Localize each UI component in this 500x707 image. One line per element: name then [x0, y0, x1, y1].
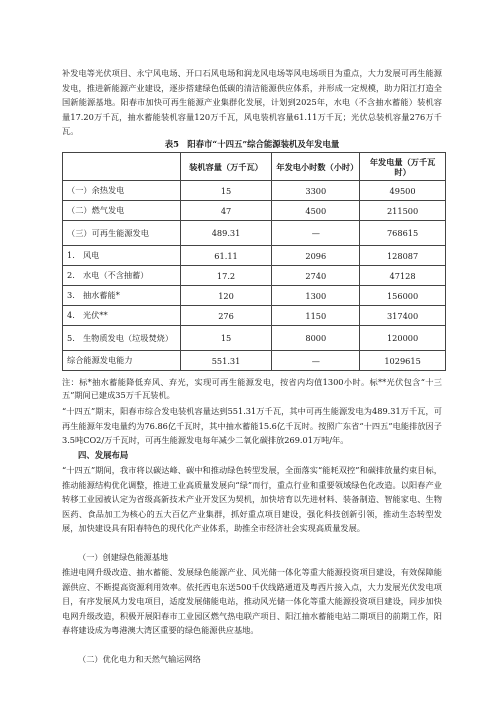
- table-row-total: [63, 351, 446, 371]
- row-hours: 8000: [272, 326, 360, 351]
- table-header-cell: 年发电小时数（小时）: [272, 153, 360, 181]
- table-row: [63, 246, 446, 266]
- subsection-title: （一）创建绿色能源基地: [78, 552, 169, 562]
- row-name: 1. 风电: [63, 246, 181, 266]
- intro-paragraph: 补发电等光伏项目、永宁风电场、开口石风电场和润龙风电场等风电场项目为重点，大力发展可再生能源发电，推进新能源产业建设，逐步搭建绿色低碳的清洁能源供应体系，并形成一定规模，助力阳江打造全国新能源基地。阳春市加快可再生能源产业集群化发展，计划到2025年，水电（不含抽水蓄能）装机容量17.20万千瓦，抽水蓄能装机容量120万千瓦，风电装机容量61.11万千瓦；光伏总装机容量276万千瓦。: [62, 68, 442, 137]
- subsection-title: （二）优化电力和天然气输运网络: [78, 654, 201, 664]
- row-name: 2. 水电（不含抽蓄）: [63, 266, 181, 286]
- row-capacity: 47: [180, 201, 272, 221]
- table-header-cell: 装机容量（万千瓦）: [180, 153, 272, 181]
- row-capacity: 489.31: [180, 221, 272, 246]
- table-row: [63, 221, 446, 246]
- row-capacity: 61.11: [180, 246, 272, 266]
- row-name: （二）燃气发电: [63, 201, 181, 221]
- row-output: 1029615: [360, 351, 446, 371]
- table-row: [63, 326, 446, 351]
- row-hours: 4500: [272, 201, 360, 221]
- row-capacity: 15: [180, 326, 272, 351]
- row-name: （一）余热发电: [63, 181, 181, 201]
- row-output: 768615: [360, 221, 446, 246]
- row-capacity: 17.2: [180, 266, 272, 286]
- row-hours: 1150: [272, 306, 360, 326]
- row-output: 211500: [360, 201, 446, 221]
- row-hours: —: [272, 221, 360, 246]
- row-name: 综合能源发电能力: [63, 351, 181, 371]
- energy-table: [62, 152, 446, 371]
- row-name: 5. 生物质发电（垃圾焚烧）: [63, 326, 181, 351]
- paragraph-energy-base: 推进电网升级改造、抽水蓄能、发展绿色能源产业、风光储一体化等重大能源投资项目建设，有效保障能源供应、不断提高资源利用效率。依托西电东送500千伏线路通道及粤西片接入点，大力发展光伏发电项目，有序发展风力发电项目，适度发展储能电站，推动风光储一体化等重大能源投资项目建设，同步加快电网升级改造，积极开展阳春市工业园区燃气热电联产项目、阳江抽水蓄能电站二期项目的前期工作，阳春将建设成为粤港澳大湾区重要的绿色能源供应基地。: [62, 567, 442, 636]
- row-output: 128087: [360, 246, 446, 266]
- table-header-cell: [63, 153, 181, 181]
- row-capacity: 120: [180, 286, 272, 306]
- row-capacity: 15: [180, 181, 272, 201]
- table-header-cell: 年发电量（万千瓦时）: [360, 153, 446, 181]
- table-row: [63, 306, 446, 326]
- row-name: （三）可再生能源发电: [63, 221, 181, 246]
- row-capacity: 551.31: [180, 351, 272, 371]
- table-note: 注：标*抽水蓄能降低弃风、弃光，实现可再生能源发电，按省内均值1300小时。标**光伏包含“十三五”期间已建成35万千瓦装机。: [62, 377, 442, 401]
- row-name: 4. 光伏**: [63, 306, 181, 326]
- row-output: 47128: [360, 266, 446, 286]
- paragraph-development: “十四五”期间，我市将以碳达峰、碳中和推动绿色转型发展，全面落实“能耗双控”和碳排放量约束目标，推动能源结构优化调整，推进工业高质量发展向“绿”而行，重点行业和重要领域绿色化改造。以阳春产业转移工业园被认定为省级高新技术产业开发区为契机，加快培育以先进材料、装备制造、智能家电、生物医药、食品加工为核心的五大百亿产业集群，抓好重点项目建设，强化科技创新引领，推动生态转型发展，加快建设具有阳春特色的现代化产业体系，助推全市经济社会实现高质量发展。: [62, 465, 442, 534]
- row-output: 156000: [360, 286, 446, 306]
- table-header-row: [63, 153, 446, 181]
- row-hours: 1300: [272, 286, 360, 306]
- row-hours: 2096: [272, 246, 360, 266]
- row-capacity: 276: [180, 306, 272, 326]
- row-output: 49500: [360, 181, 446, 201]
- table-row: [63, 286, 446, 306]
- table-row: [63, 266, 446, 286]
- table-caption: 表5 阳春市“十四五”综合能源装机及年发电量: [164, 139, 340, 149]
- row-output: 317400: [360, 306, 446, 326]
- table-row: [63, 201, 446, 221]
- section-title: 四、发展布局: [78, 450, 129, 460]
- row-name: 3. 抽水蓄能*: [63, 286, 181, 306]
- row-hours: 3300: [272, 181, 360, 201]
- row-hours: —: [272, 351, 360, 371]
- paragraph-summary: “十四五”期末，阳春市综合发电装机容量达到551.31万千瓦，其中可再生能源发电为489.31万千瓦，可再生能源年发电量约为76.86亿千瓦时，其中抽水蓄能15.6亿千瓦时。按照广东省“十四五”电能排放因子3.5吨CO2/万千瓦时，可再生能源发电每年减少二氧化碳排放269.01万吨/年。: [62, 406, 442, 446]
- row-hours: 2740: [272, 266, 360, 286]
- row-output: 120000: [360, 326, 446, 351]
- table-row: [63, 181, 446, 201]
